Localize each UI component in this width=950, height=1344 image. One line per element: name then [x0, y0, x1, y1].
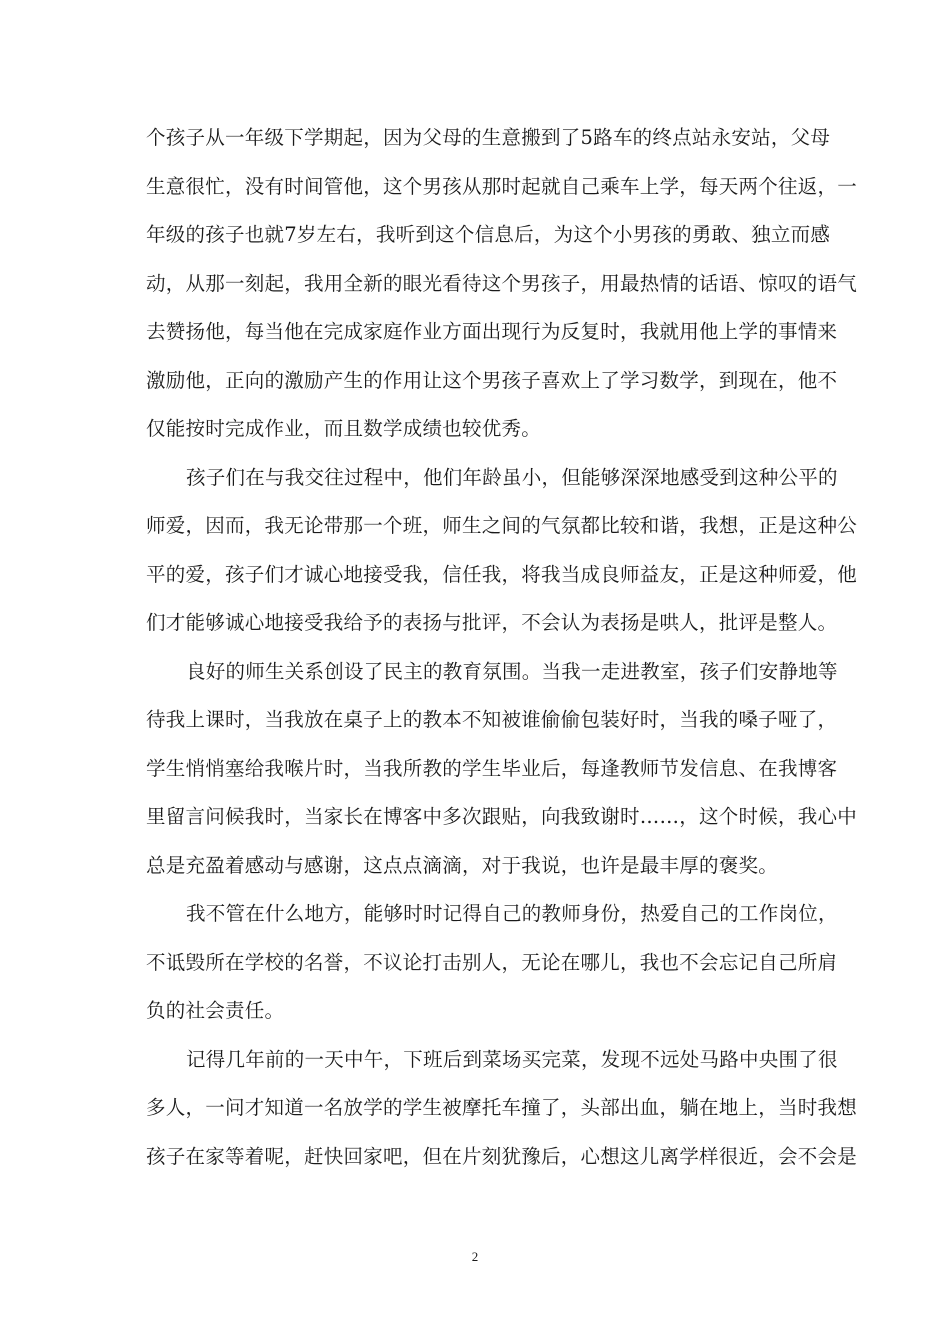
text-line: 个孩子从一年级下学期起，因为父母的生意搬到了5路车的终点站永安站，父母: [146, 126, 831, 149]
text-line: 师爱，因而，我无论带那一个班，师生之间的气氛都比较和谐，我想，正是这种公: [146, 514, 858, 537]
paragraph-first-line: 良好的师生关系创设了民主的教育氛围。当我一走进教室，孩子们安静地等: [186, 659, 838, 683]
page-number: 2: [471, 1249, 479, 1264]
text-line: 学生悄悄塞给我喉片时，当我所教的学生毕业后，每逢教师节发信息、在我博客: [146, 756, 838, 780]
text-line: 仅能按时完成作业，而且数学成绩也较优秀。: [146, 417, 542, 440]
text-line: 动，从那一刻起，我用全新的眼光看待这个男孩子，用最热情的话语、惊叹的语气: [146, 271, 858, 295]
text-line: 生意很忙，没有时间管他，这个男孩从那时起就自己乘车上学，每天两个往返，一: [146, 174, 858, 198]
text-line: 里留言问候我时，当家长在博客中多次跟贴，向我致谢时……，这个时候，我心中: [146, 805, 858, 828]
text-line: 激励他，正向的激励产生的作用让这个男孩子喜欢上了学习数学，到现在，他不: [146, 368, 838, 392]
text-line: 待我上课时，当我放在桌子上的教本不知被谁偷偷包装好时，当我的嗓子哑了，: [146, 708, 838, 731]
text-line: 年级的孩子也就7岁左右，我听到这个信息后，为这个小男孩的勇敢、独立而感: [146, 223, 831, 246]
text-line: 们才能够诚心地接受我给予的表扬与批评，不会认为表扬是哄人，批评是整人。: [146, 611, 838, 634]
text-line: 多人，一问才知道一名放学的学生被摩托车撞了，头部出血，躺在地上，当时我想: [146, 1096, 858, 1119]
text-line: 负的社会责任。: [146, 999, 285, 1022]
text-line: 去赞扬他，每当他在完成家庭作业方面出现行为反复时，我就用他上学的事情来: [146, 320, 838, 343]
text-line: 总是充盈着感动与感谢，这点点滴滴，对于我说，也许是最丰厚的褒奖。: [146, 853, 779, 877]
paragraph-first-line: 孩子们在与我交往过程中，他们年龄虽小，但能够深深地感受到这种公平的: [186, 465, 838, 489]
text-line: 孩子在家等着呢，赶快回家吧，但在片刻犹豫后，心想这儿离学样很近，会不会是: [146, 1144, 858, 1168]
text-line: 平的爱，孩子们才诚心地接受我，信任我，将我当成良师益友，正是这种师爱，他: [146, 562, 858, 586]
body-text: [146, 118, 858, 1185]
paragraph-first-line: 我不管在什么地方，能够时时记得自己的教师身份，热爱自己的工作岗位，: [186, 902, 838, 925]
paragraph-first-line: 记得几年前的一天中午，下班后到菜场买完菜，发现不远处马路中央围了很: [186, 1047, 838, 1071]
text-line: 不诋毁所在学校的名誉，不议论打击别人，无论在哪儿，我也不会忘记自己所肩: [146, 950, 838, 974]
